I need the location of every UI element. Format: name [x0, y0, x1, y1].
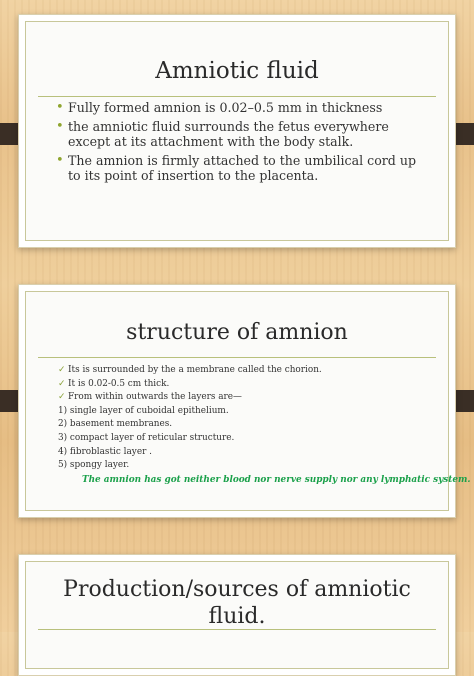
layer-item: 4) fibroblastic layer .	[58, 446, 152, 457]
slide-1	[18, 14, 456, 248]
slide-title: Production/sources of amniotic fluid.	[63, 577, 411, 629]
slide-2	[18, 284, 471, 518]
highlight-note: The amnion has got neither blood nor nerve supply nor any lymphatic system.	[82, 474, 471, 485]
structure-list	[58, 364, 471, 487]
bullet-list	[56, 100, 426, 187]
title-rule	[38, 96, 436, 97]
layer-item: 5) spongy layer.	[58, 460, 130, 471]
slide-3	[18, 554, 456, 676]
layer-item: 1) single layer of cuboidal epithelium.	[58, 405, 229, 416]
slide-frame	[25, 291, 471, 511]
list-item: • the amniotic fluid surrounds the fetus everywhere except at its attachment with the body stalk.	[56, 119, 426, 150]
slide-frame	[25, 561, 449, 669]
slide-title: Amniotic fluid	[155, 58, 319, 84]
checklist-item: ✓ From within outwards the layers are—	[58, 391, 428, 405]
title-rule	[38, 357, 436, 358]
layer-item: 3) compact layer of reticular structure.	[58, 432, 235, 443]
checklist-item: ✓ It is 0.02-0.5 cm thick.	[58, 378, 428, 392]
layer-item: 2) basement membranes.	[58, 419, 173, 430]
list-item: • Fully formed amnion is 0.02–0.5 mm in thickness	[56, 100, 426, 116]
title-rule	[38, 629, 436, 630]
slide-frame	[25, 21, 449, 241]
list-item: • The amnion is firmly attached to the umbilical cord up to its point of insertion to the placenta.	[56, 153, 426, 184]
slide-title: structure of amnion	[126, 320, 348, 345]
checklist-item: ✓ Its is surrounded by the a membrane called the chorion.	[58, 364, 428, 378]
